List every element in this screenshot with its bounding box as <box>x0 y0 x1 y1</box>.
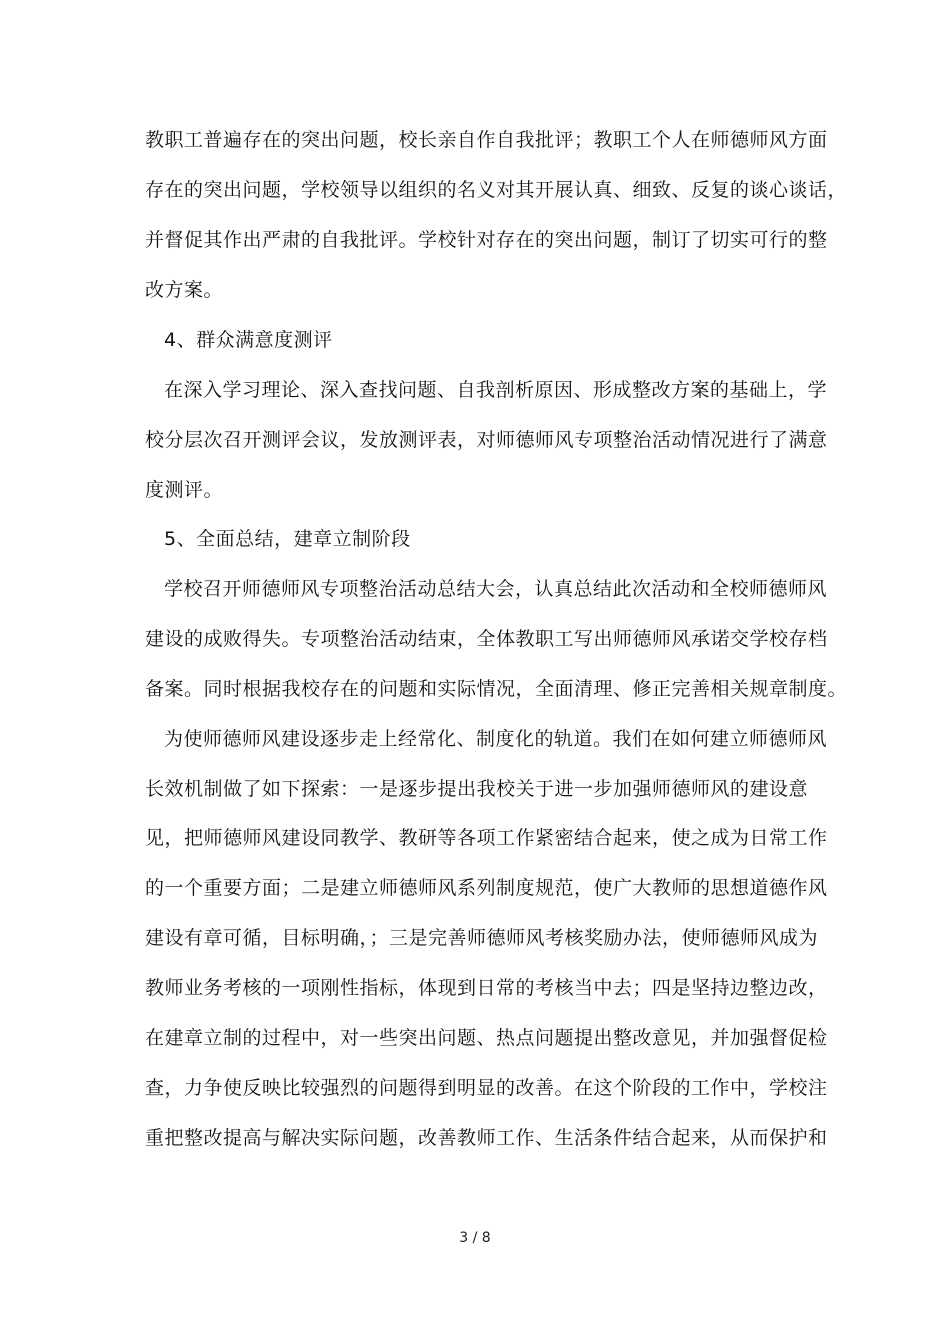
paragraph-line: 长效机制做了如下探索：一是逐步提出我校关于进一步加强师德师风的建设意 <box>145 778 809 800</box>
paragraph-line: 教师业务考核的一项刚性指标，体现到日常的考核当中去；四是坚持边整边改， <box>145 977 828 999</box>
paragraph-line: 备案。同时根据我校存在的问题和实际情况，全面清理、修正完善相关规章制度。 <box>145 678 848 700</box>
paragraph-line: 度测评。 <box>145 479 224 501</box>
paragraph-line: 在深入学习理论、深入查找问题、自我剖析原因、形成整改方案的基础上，学 <box>164 379 828 401</box>
paragraph-line: 改方案。 <box>145 279 224 301</box>
paragraph-line: 存在的突出问题，学校领导以组织的名义对其开展认真、细致、反复的谈心谈话， <box>145 179 848 201</box>
paragraph-line: 校分层次召开测评会议，发放测评表，对师德师风专项整治活动情况进行了满意 <box>145 429 828 451</box>
section-heading-5: 5、全面总结，建章立制阶段 <box>164 528 411 550</box>
paragraph-line: 的一个重要方面；二是建立师德师风系列制度规范，使广大教师的思想道德作风 <box>145 877 828 899</box>
paragraph-line: 建设的成败得失。专项整治活动结束，全体教职工写出师德师风承诺交学校存档 <box>145 628 828 650</box>
section-heading-4: 4、群众满意度测评 <box>164 329 333 351</box>
paragraph-line: 为使师德师风建设逐步走上经常化、制度化的轨道。我们在如何建立师德师风 <box>164 728 828 750</box>
paragraph-line: 见，把师德师风建设同教学、教研等各项工作紧密结合起来，使之成为日常工作 <box>145 827 828 849</box>
page-number: 3 / 8 <box>459 1230 491 1246</box>
paragraph-line: 并督促其作出严肃的自我批评。学校针对存在的突出问题，制订了切实可行的整 <box>145 229 828 251</box>
paragraph-line: 建设有章可循，目标明确，；三是完善师德师风考核奖励办法，使师德师风成为 <box>145 927 819 949</box>
paragraph-line: 在建章立制的过程中，对一些突出问题、热点问题提出整改意见，并加强督促检 <box>145 1027 828 1049</box>
paragraph-line: 教职工普遍存在的突出问题，校长亲自作自我批评；教职工个人在师德师风方面 <box>145 129 828 151</box>
paragraph-line: 重把整改提高与解决实际问题，改善教师工作、生活条件结合起来，从而保护和 <box>145 1127 828 1149</box>
paragraph-line: 查，力争使反映比较强烈的问题得到明显的改善。在这个阶段的工作中，学校注 <box>145 1077 828 1099</box>
paragraph-line: 学校召开师德师风专项整治活动总结大会，认真总结此次活动和全校师德师风 <box>164 578 828 600</box>
